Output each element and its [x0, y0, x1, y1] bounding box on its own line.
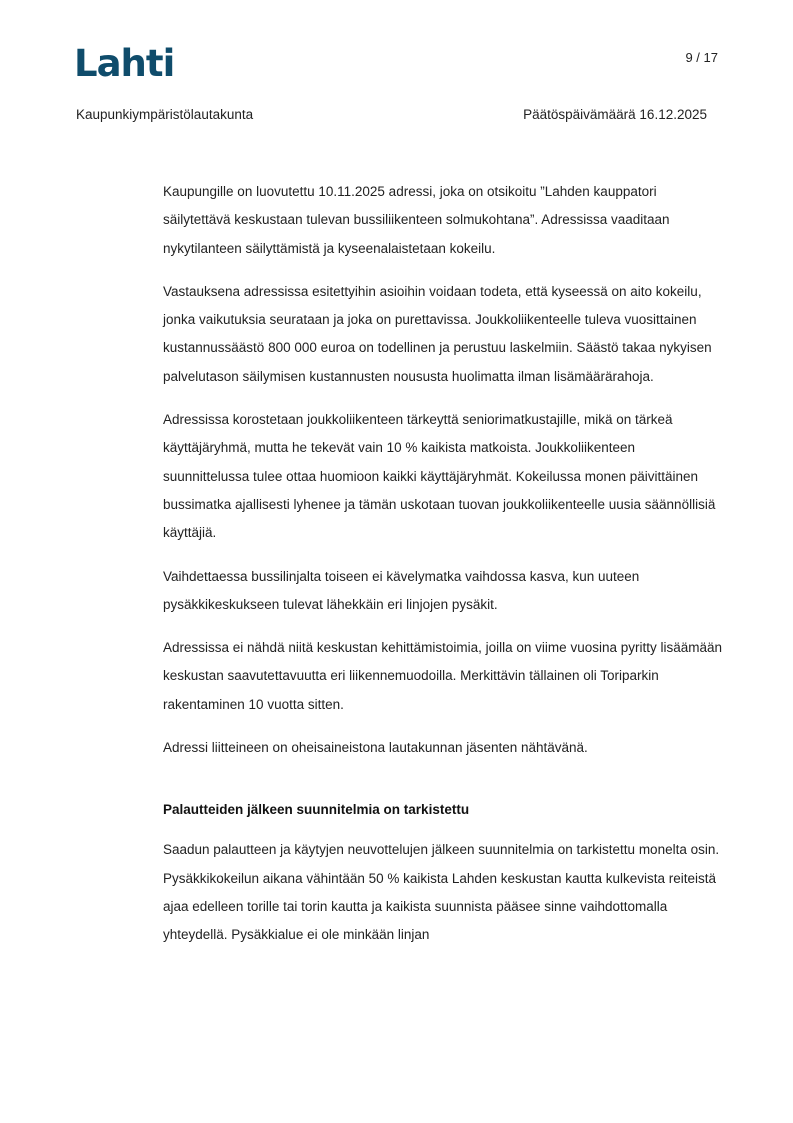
paragraph: Adressissa korostetaan joukkoliikenteen tärkeyttä seniorimatkustajille, mikä on tärkeä käyttäjäryhmä, mutta he tekevät vain 10 % kaikista matkoista. Joukkoliikenteen suunnittelussa tulee ottaa huomioon kaikki käyttäjäryhmät. Kokeilussa monen päivittäinen bussimatka ajallisesti lyhenee ja tämän uskotaan tuovan joukkoliikenteelle uusia säännöllisiä käyttäjiä.	[163, 412, 716, 541]
department-name: Kaupunkiympäristölautakunta	[76, 107, 254, 122]
paragraph: Kaupungille on luovutettu 10.11.2025 adressi, joka on otsikoitu ”Lahden kauppatori säilytettävä keskustaan tulevan bussiliikenteen solmukohtana”. Adressissa vaaditaan nykytilanteen säilyttämistä ja kyseenalaistetaan kokeilu.	[163, 184, 670, 256]
section-heading: Palautteiden jälkeen suunnitelmia on tarkistettu	[163, 802, 470, 818]
paragraph: Saadun palautteen ja käytyjen neuvottelujen jälkeen suunnitelmia on tarkistettu monelta osin. Pysäkkikokeilun aikana vähintään 50 % kaikista Lahden keskustan kautta kulkevista reiteistä ajaa edelleen torille tai torin kautta ja kaikista suunnista pääsee sinne vaihdottomalla yhteydellä. Pysäkkialue ei ole minkään linjan	[163, 842, 720, 943]
paragraph: Vastauksena adressissa esitettyihin asioihin voidaan todeta, että kyseessä on aito kokeilu, jonka vaikutuksia seurataan ja joka on purettavissa. Joukkoliikenteelle tuleva vuosittainen kustannussäästö 800 000 euroa on todellinen ja perustuu laskelmiin. Säästö takaa nykyisen palvelutason säilymisen kustannusten noususta huolimatta ilman lisämäärärahoja.	[163, 283, 712, 384]
lahti-logo: Lahti	[74, 42, 175, 85]
decision-date: Päätöspäivämäärä 16.12.2025	[523, 107, 707, 122]
page-number: 9 / 17	[685, 50, 718, 65]
paragraph: Adressissa ei nähdä niitä keskustan kehittämistoimia, joilla on viime vuosina pyritty lisäämään keskustan saavutettavuutta eri liikennemuodoilla. Merkittävin tällainen oli Toriparkin rakentaminen 10 vuotta sitten.	[163, 640, 723, 712]
document-body	[163, 178, 723, 965]
paragraph: Vaihdettaessa bussilinjalta toiseen ei kävelymatka vaihdossa kasva, kun uuteen pysäkkikeskukseen tulevat lähekkäin eri linjojen pysäkit.	[163, 568, 640, 612]
paragraph: Adressi liitteineen on oheisaineistona lautakunnan jäsenten nähtävänä.	[163, 740, 588, 756]
